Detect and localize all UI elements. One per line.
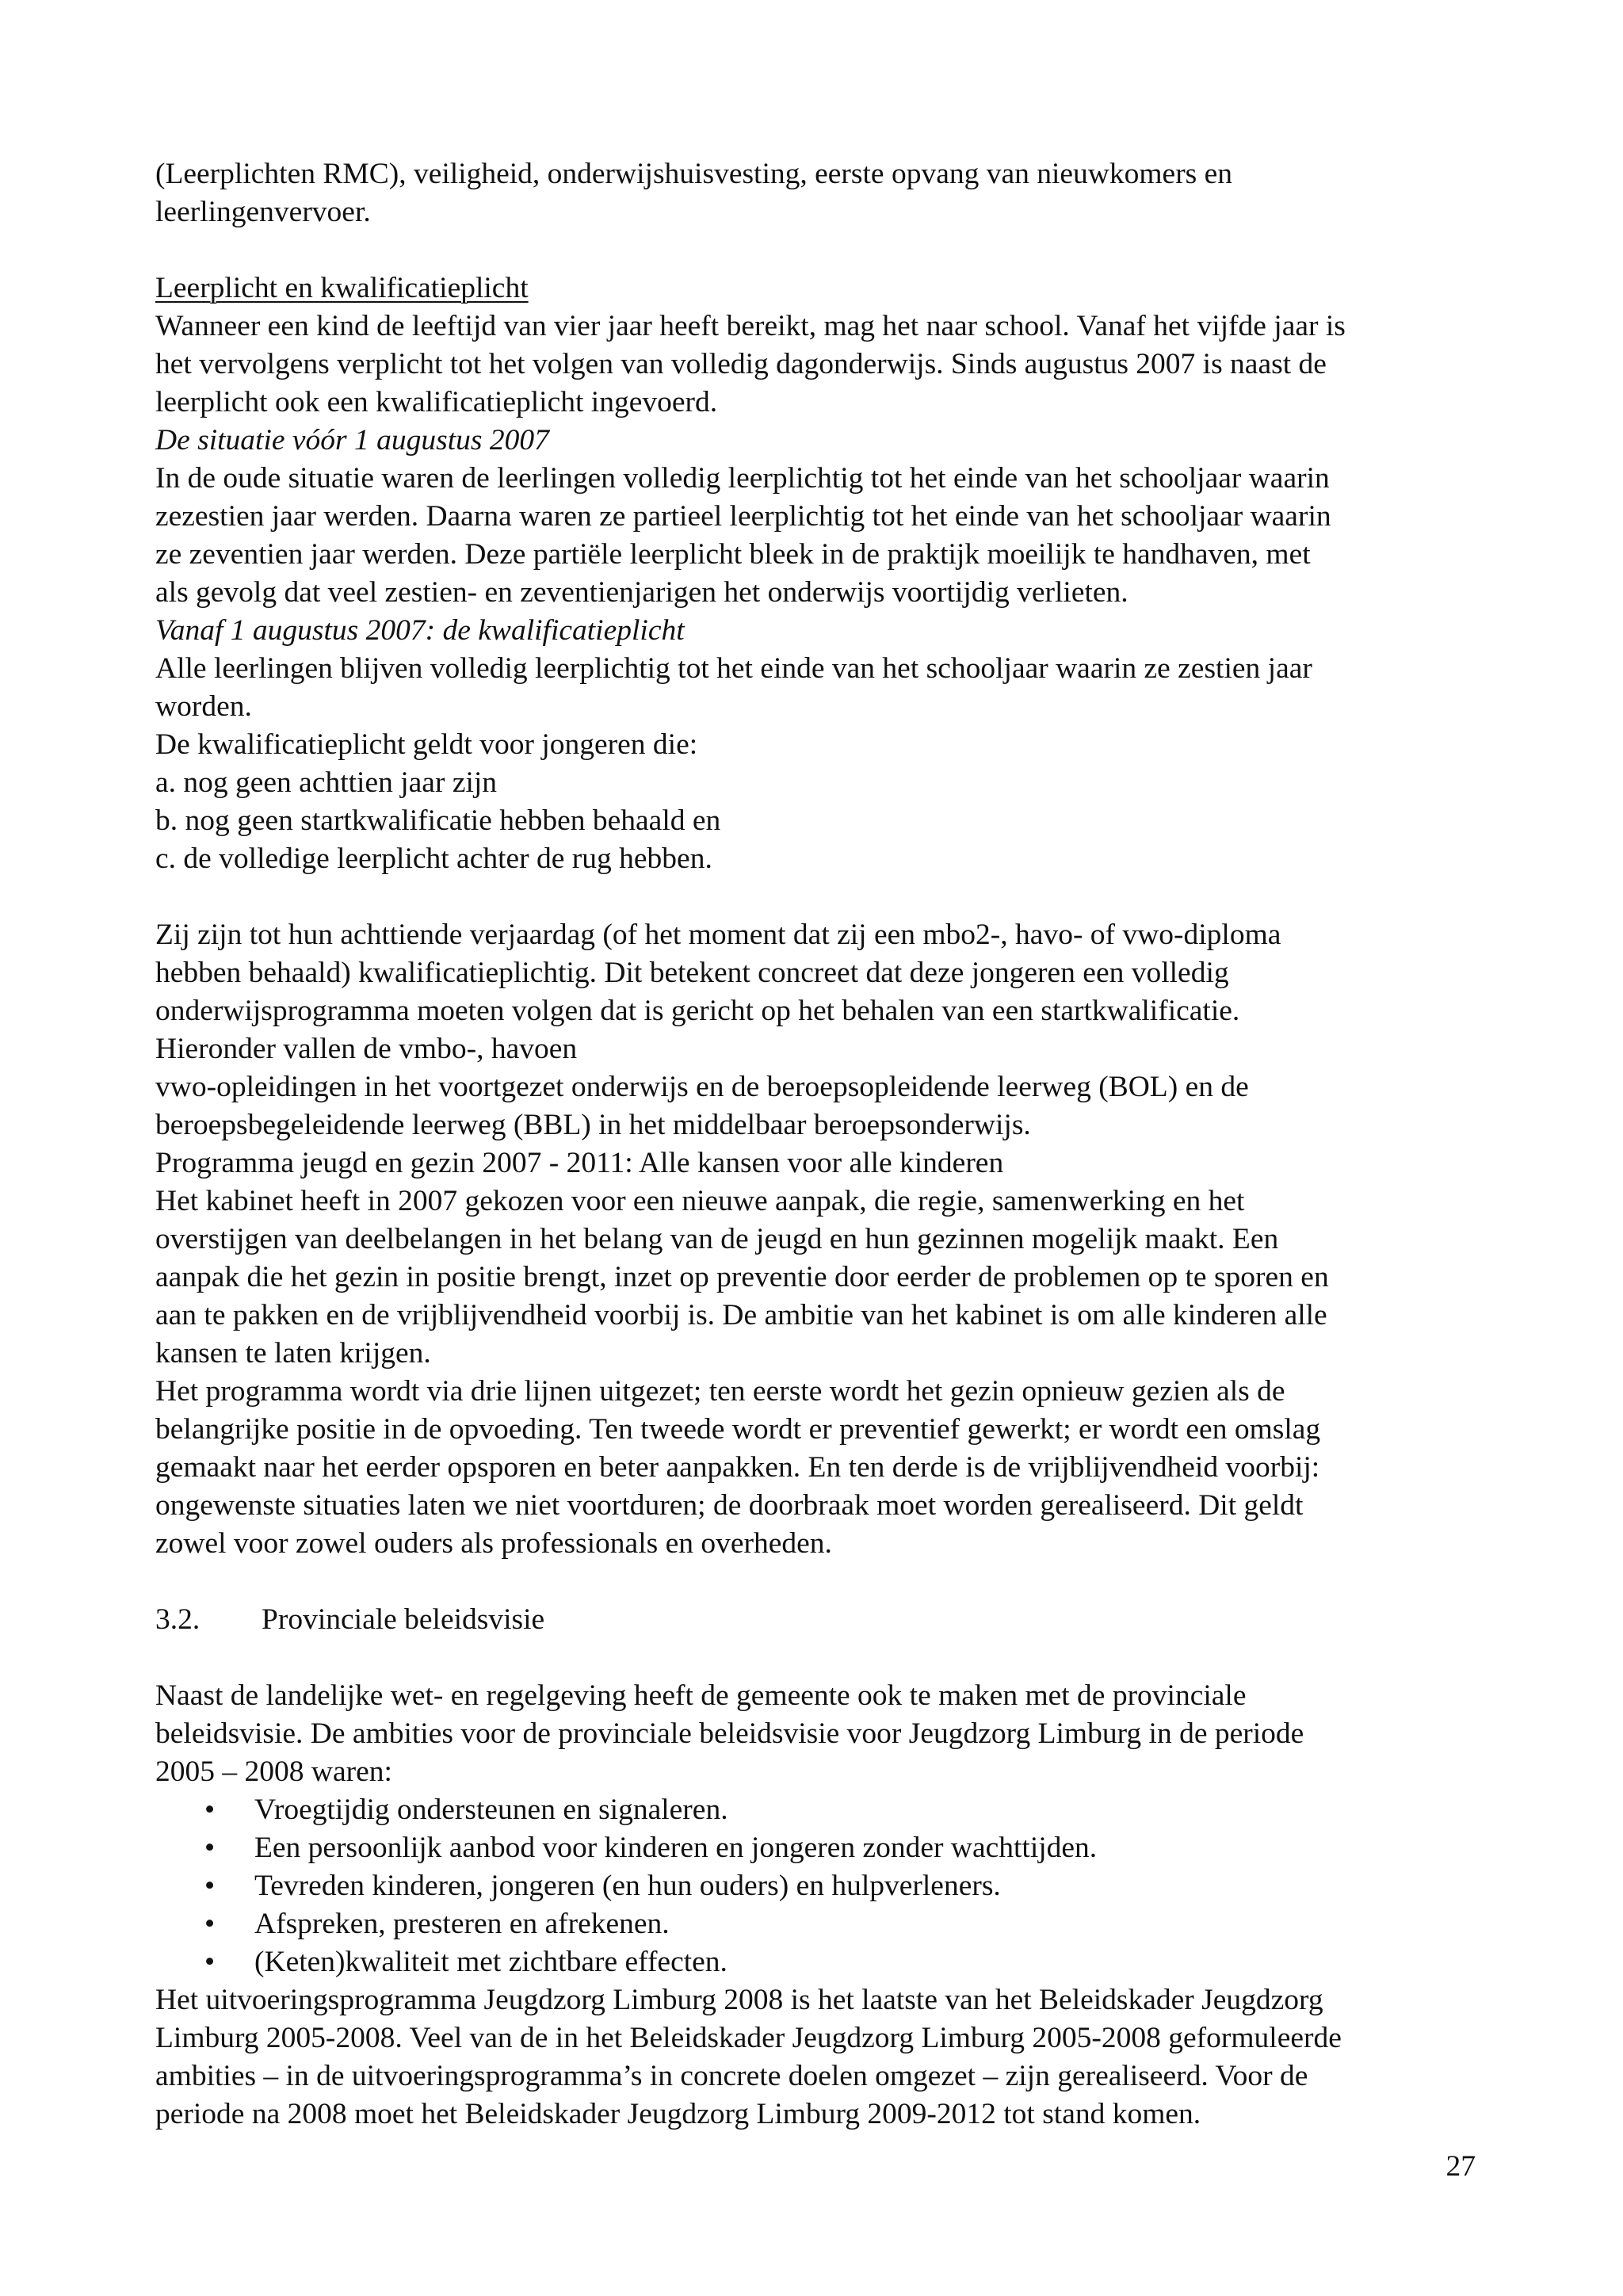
list-item: b. nog geen startkwalificatie hebben behaald en xyxy=(155,804,721,837)
body-line: Alle leerlingen blijven volledig leerplichtig tot het einde van het schooljaar waarin ze zestien jaar xyxy=(155,652,1312,685)
body-line: Naast de landelijke wet- en regelgeving heeft de gemeente ook te maken met de provinciale xyxy=(155,1679,1247,1712)
section-heading xyxy=(155,1601,1487,1639)
bullet-icon: • xyxy=(204,1908,216,1940)
bullet-item xyxy=(155,1829,1487,1867)
body-line: vwo-opleidingen in het voortgezet onderwijs en de beroepsopleidende leerweg (BOL) en de xyxy=(155,1071,1249,1103)
page-body xyxy=(155,155,1487,2134)
bullet-item xyxy=(155,1943,1487,1981)
body-line: gemaakt naar het eerder opsporen en beter aanpakken. En ten derde is de vrijblijvendheid voorbij: xyxy=(155,1451,1320,1484)
body-line: Zij zijn tot hun achttiende verjaardag (of het moment dat zij een mbo2-, havo- of vwo-diploma xyxy=(155,919,1281,951)
body-line: 2005 – 2008 waren: xyxy=(155,1755,392,1788)
body-line: onderwijsprogramma moeten volgen dat is gericht op het behalen van een startkwalificatie. xyxy=(155,995,1240,1027)
body-line: periode na 2008 moet het Beleidskader Jeugdzorg Limburg 2009-2012 tot stand komen. xyxy=(155,2098,1201,2130)
body-line: zowel voor zowel ouders als professionals en overheden. xyxy=(155,1527,832,1560)
body-line: beroepsbegeleidende leerweg (BBL) in het middelbaar beroepsonderwijs. xyxy=(155,1109,1031,1141)
subheading-kwalificatieplicht: Vanaf 1 augustus 2007: de kwalificatieplicht xyxy=(155,614,685,647)
bullet-text: Tevreden kinderen, jongeren (en hun ouders) en hulpverleners. xyxy=(254,1870,1001,1902)
body-line: ze zeventien jaar werden. Deze partiële leerplicht bleek in de praktijk moeilijk te handhaven, met xyxy=(155,538,1311,571)
bullet-icon: • xyxy=(204,1794,216,1826)
paragraph-gap xyxy=(155,1639,1487,1677)
body-line: Wanneer een kind de leeftijd van vier jaar heeft bereikt, mag het naar school. Vanaf het vijfde jaar is xyxy=(155,310,1346,342)
bullet-icon: • xyxy=(204,1832,216,1864)
body-line: aanpak die het gezin in positie brengt, inzet op preventie door eerder de problemen op te sporen en xyxy=(155,1261,1329,1293)
subheading-old-situation: De situatie vóór 1 augustus 2007 xyxy=(155,424,549,457)
paragraph-gap xyxy=(155,878,1487,916)
leerplicht-heading: Leerplicht en kwalificatieplicht xyxy=(155,272,529,304)
bullet-item xyxy=(155,1867,1487,1905)
body-line: het vervolgens verplicht tot het volgen van volledig dagonderwijs. Sinds augustus 2007 is naast de xyxy=(155,348,1327,380)
bullet-text: Vroegtijdig ondersteunen en signaleren. xyxy=(254,1794,728,1826)
bullet-text: (Keten)kwaliteit met zichtbare effecten. xyxy=(254,1946,727,1978)
page-number: 27 xyxy=(1445,2150,1476,2183)
body-line: leerlingenvervoer. xyxy=(155,196,371,228)
bullet-text: Een persoonlijk aanbod voor kinderen en jongeren zonder wachttijden. xyxy=(254,1832,1098,1864)
body-line: aan te pakken en de vrijblijvendheid voorbij is. De ambitie van het kabinet is om alle kinderen alle xyxy=(155,1299,1327,1331)
body-line: beleidsvisie. De ambities voor de provinciale beleidsvisie voor Jeugdzorg Limburg in de periode xyxy=(155,1717,1304,1750)
body-line: kansen te laten krijgen. xyxy=(155,1337,431,1370)
body-line: (Leerplichten RMC), veiligheid, onderwijshuisvesting, eerste opvang van nieuwkomers en xyxy=(155,158,1233,190)
paragraph-gap xyxy=(155,1563,1487,1601)
section-number: 3.2. xyxy=(155,1603,200,1636)
body-line: ongewenste situaties laten we niet voortduren; de doorbraak moet worden gerealiseerd. Dit geldt xyxy=(155,1489,1304,1522)
body-line: Hieronder vallen de vmbo-, havoen xyxy=(155,1033,578,1065)
body-line: als gevolg dat veel zestien- en zeventienjarigen het onderwijs voortijdig verlieten. xyxy=(155,576,1128,609)
body-line: Limburg 2005-2008. Veel van de in het Beleidskader Jeugdzorg Limburg 2005-2008 geformuleerde xyxy=(155,2022,1342,2054)
paragraph-gap xyxy=(155,231,1487,269)
body-line: overstijgen van deelbelangen in het belang van de jeugd en hun gezinnen mogelijk maakt. Een xyxy=(155,1223,1279,1255)
body-line: zezestien jaar werden. Daarna waren ze partieel leerplichtig tot het einde van het schooljaar waarin xyxy=(155,500,1331,533)
body-line: belangrijke positie in de opvoeding. Ten tweede wordt er preventief gewerkt; er wordt een omslag xyxy=(155,1413,1321,1446)
body-line: ambities – in de uitvoeringsprogramma’s in concrete doelen omgezet – zijn gerealiseerd. Voor de xyxy=(155,2060,1308,2092)
bullet-icon: • xyxy=(204,1946,216,1978)
bullet-icon: • xyxy=(204,1870,216,1902)
body-line: In de oude situatie waren de leerlingen volledig leerplichtig tot het einde van het schooljaar waarin xyxy=(155,462,1330,495)
list-item: a. nog geen achttien jaar zijn xyxy=(155,766,498,799)
bullet-text: Afspreken, presteren en afrekenen. xyxy=(254,1908,670,1940)
body-line: Het programma wordt via drie lijnen uitgezet; ten eerste wordt het gezin opnieuw gezien als de xyxy=(155,1375,1285,1408)
body-line: Het uitvoeringsprogramma Jeugdzorg Limburg 2008 is het laatste van het Beleidskader Jeugdzorg xyxy=(155,1984,1323,2016)
body-line: De kwalificatieplicht geldt voor jongeren die: xyxy=(155,728,698,761)
list-item: c. de volledige leerplicht achter de rug hebben. xyxy=(155,842,712,875)
bullet-item xyxy=(155,1905,1487,1943)
body-line: leerplicht ook een kwalificatieplicht ingevoerd. xyxy=(155,386,718,418)
body-line: worden. xyxy=(155,690,252,723)
bullet-item xyxy=(155,1791,1487,1829)
body-line: hebben behaald) kwalificatieplichtig. Dit betekent concreet dat deze jongeren een volledig xyxy=(155,957,1229,989)
section-title: Provinciale beleidsvisie xyxy=(262,1603,545,1636)
programma-title: Programma jeugd en gezin 2007 - 2011: Alle kansen voor alle kinderen xyxy=(155,1147,1004,1179)
body-line: Het kabinet heeft in 2007 gekozen voor een nieuwe aanpak, die regie, samenwerking en het xyxy=(155,1185,1245,1217)
